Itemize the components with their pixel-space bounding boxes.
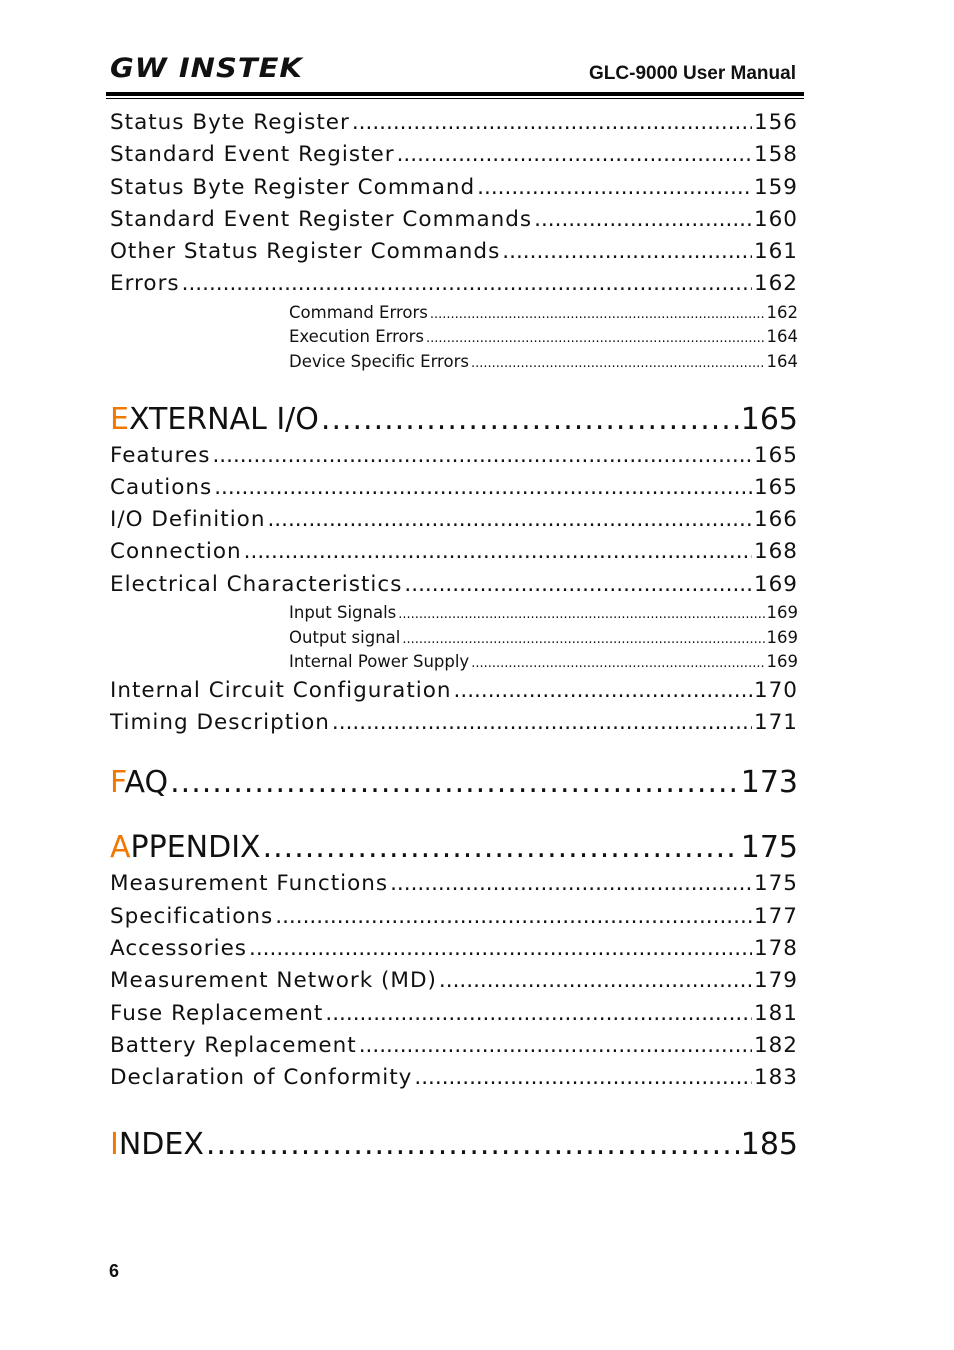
page-number: 6 [109,1261,120,1281]
manual-title: GLC-9000 User Manual [589,63,796,84]
toc-entry[interactable]: Measurement Network (MD) ..... 179 [110,965,798,997]
chapter-faq[interactable]: FAQ ..... 173 [110,763,798,803]
toc-entry[interactable]: Status Byte Register ..... 156 [110,107,798,139]
toc-subentry[interactable]: Output signal ..... 169 [110,626,798,651]
table-of-contents [110,107,798,1165]
toc-entry[interactable]: I/O Definition ..... 166 [110,504,798,536]
toc-entry[interactable]: Specifications ..... 177 [110,901,798,933]
header-rule-thick [106,92,804,96]
chapter-initial: F [110,765,125,801]
toc-entry[interactable]: Features ..... 165 [110,440,798,472]
toc-subentry[interactable]: Input Signals ..... 169 [110,601,798,626]
toc-subentry[interactable]: Command Errors ..... 162 [110,301,798,326]
chapter-initial: A [110,830,131,866]
toc-entry[interactable]: Fuse Replacement ..... 181 [110,998,798,1030]
chapter-appendix[interactable]: APPENDIX ..... 175 [110,828,798,868]
toc-entry[interactable]: Accessories ..... 178 [110,933,798,965]
toc-entry[interactable]: Standard Event Register Commands ..... 160 [110,204,798,236]
gw-instek-logo: GW INSTEK [110,52,303,84]
toc-entry[interactable]: Electrical Characteristics ..... 169 [110,569,798,601]
toc-entry[interactable]: Measurement Functions ..... 175 [110,868,798,900]
toc-entry[interactable]: Status Byte Register Command ..... 159 [110,172,798,204]
chapter-index[interactable]: INDEX ..... 185 [110,1125,798,1165]
toc-subentry[interactable]: Device Specific Errors ..... 164 [110,350,798,375]
toc-entry[interactable]: Battery Replacement ..... 182 [110,1030,798,1062]
header-rule-thin [106,98,804,99]
chapter-external-io[interactable]: EXTERNAL I/O ..... 165 [110,400,798,440]
chapter-initial: I [110,1126,119,1162]
toc-entry[interactable]: Timing Description ..... 171 [110,707,798,739]
toc-entry[interactable]: Internal Circuit Configuration ..... 170 [110,675,798,707]
toc-entry[interactable]: Declaration of Conformity ..... 183 [110,1062,798,1094]
toc-entry[interactable]: Connection ..... 168 [110,536,798,568]
toc-entry[interactable]: Errors ..... 162 [110,268,798,300]
toc-entry[interactable]: Cautions ..... 165 [110,472,798,504]
toc-entry[interactable]: Standard Event Register ..... 158 [110,139,798,171]
toc-subentry[interactable]: Internal Power Supply ..... 169 [110,650,798,675]
toc-subentry[interactable]: Execution Errors ..... 164 [110,325,798,350]
toc-entry[interactable]: Other Status Register Commands ..... 161 [110,236,798,268]
chapter-initial: E [110,401,129,437]
